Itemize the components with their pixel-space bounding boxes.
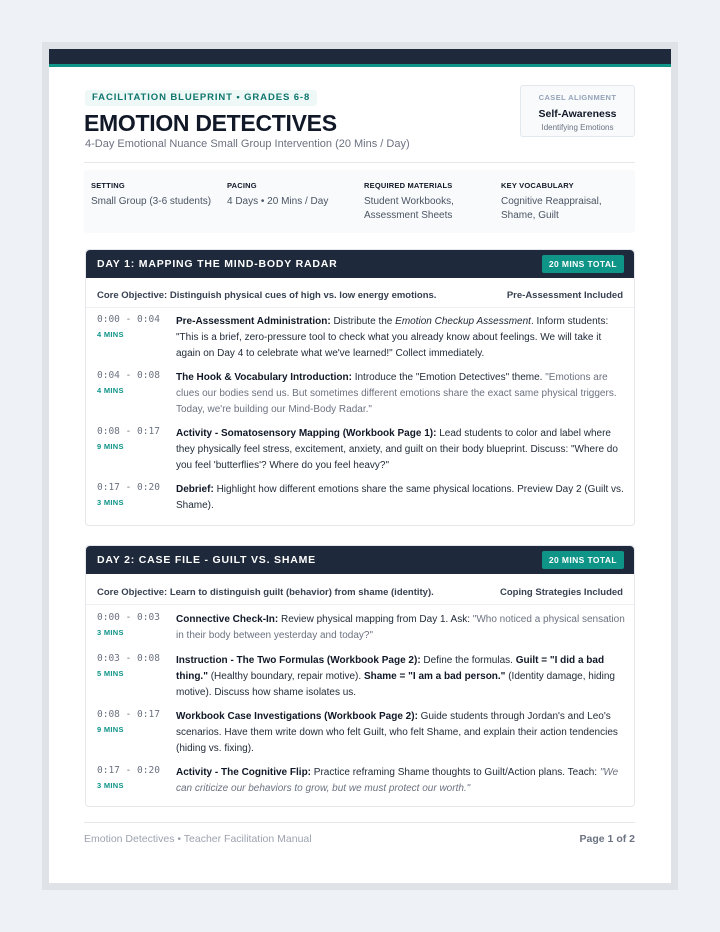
day1-objective-divider <box>86 307 634 308</box>
step-duration: 3 MINS <box>97 628 124 637</box>
page-subtitle: 4-Day Emotional Nuance Small Group Intervention (20 Mins / Day) <box>85 138 410 150</box>
step-time: 0:08 - 0:17 <box>97 709 160 720</box>
meta-label: KEY VOCABULARY <box>501 181 574 190</box>
top-banner-accent <box>49 64 671 67</box>
meta-materials <box>364 181 454 223</box>
day2-duration-badge: 20 MINS TOTAL <box>542 551 624 569</box>
step-description: Workbook Case Investigations (Workbook Page 2): Guide students through Jordan's and Leo's scenarios. Have them write down who felt Guilt, who felt Shame, and explain their action tendencies (hiding vs. fixing). <box>176 711 618 754</box>
footer-divider <box>84 822 635 823</box>
step-duration: 5 MINS <box>97 669 124 678</box>
step-duration: 3 MINS <box>97 498 124 507</box>
casel-label: CASEL ALIGNMENT <box>538 93 617 102</box>
step-description: Activity - Somatosensory Mapping (Workbook Page 1): Lead students to color and label where they physically feel stress, excitement, anxiety, and guilt on their body blueprint. Discuss: "Where do you feel 'butterflies'? Where do you feel heavy?" <box>176 428 618 471</box>
eyebrow-label: FACILITATION BLUEPRINT • GRADES 6-8 <box>85 90 317 106</box>
day2-objective-divider <box>86 604 634 605</box>
footer-title: Emotion Detectives • Teacher Facilitation Manual <box>84 833 312 845</box>
step-description: Instruction - The Two Formulas (Workbook Page 2): Define the formulas. Guilt = "I did a bad thing." (Healthy boundary, repair motive). Shame = "I am a bad person." (Identity damage, hiding motive). Discuss how shame isolates us. <box>176 655 615 698</box>
step-description: The Hook & Vocabulary Introduction: Introduce the "Emotion Detectives" theme. "Emotions are clues our bodies send us. But sometimes different emotions share the exact same physical triggers. Today, we're building our Mind-Body Radar." <box>176 372 617 415</box>
day2-objective-note: Coping Strategies Included <box>500 587 623 598</box>
step-description: Pre-Assessment Administration: Distribute the Emotion Checkup Assessment. Inform students: "This is a brief, zero-pressure tool to check what you already know about feelings. We will take it again on Day 4 to celebrate what we've learned!" Collect immediately. <box>176 316 609 359</box>
step-duration: 3 MINS <box>97 781 124 790</box>
casel-subtext: Identifying Emotions <box>541 123 614 132</box>
day2-title: DAY 2: CASE FILE - GUILT VS. SHAME <box>97 554 316 566</box>
meta-value: 4 Days • 20 Mins / Day <box>227 196 329 207</box>
day1-title: DAY 1: MAPPING THE MIND-BODY RADAR <box>97 258 338 270</box>
day1-card <box>85 249 635 526</box>
step-time: 0:00 - 0:04 <box>97 314 160 325</box>
day1-duration-badge: 20 MINS TOTAL <box>542 255 624 273</box>
header-divider <box>84 162 635 163</box>
meta-pacing <box>227 181 328 209</box>
step-time: 0:17 - 0:20 <box>97 765 160 776</box>
top-banner <box>49 49 671 64</box>
step-description: Connective Check-In: Review physical mapping from Day 1. Ask: "Who noticed a physical sensation in their body between yesterday and today?" <box>176 614 625 641</box>
meta-value: Student Workbooks, Assessment Sheets <box>364 196 454 221</box>
step-time: 0:03 - 0:08 <box>97 653 160 664</box>
day1-objective-note: Pre-Assessment Included <box>506 290 623 301</box>
meta-value: Small Group (3-6 students) <box>91 196 212 207</box>
step-time: 0:17 - 0:20 <box>97 482 160 493</box>
step-time: 0:00 - 0:03 <box>97 612 160 623</box>
meta-label: PACING <box>227 181 257 190</box>
overview-panel <box>84 170 635 233</box>
page-title: EMOTION DETECTIVES <box>84 110 337 136</box>
meta-label: REQUIRED MATERIALS <box>364 181 453 190</box>
step-description: Activity - The Cognitive Flip: Practice reframing Shame thoughts to Guilt/Action plans. Teach: "We can criticize our behaviors to grow, but we must protect our worth." <box>176 767 619 794</box>
step-time: 0:08 - 0:17 <box>97 426 160 437</box>
step-duration: 9 MINS <box>97 442 124 451</box>
page-number: Page 1 of 2 <box>579 833 635 845</box>
step-description: Debrief: Highlight how different emotions share the same physical locations. Preview Day 2 (Guilt vs. Shame). <box>176 484 624 511</box>
step-duration: 9 MINS <box>97 725 124 734</box>
meta-value: Cognitive Reappraisal, Shame, Guilt <box>501 196 602 221</box>
day1-card-header <box>86 250 634 278</box>
meta-label: SETTING <box>91 181 125 190</box>
step-time: 0:04 - 0:08 <box>97 370 160 381</box>
day2-card-header <box>86 546 634 574</box>
casel-value: Self-Awareness <box>538 108 617 120</box>
day1-objective: Core Objective: Distinguish physical cues of high vs. low energy emotions. <box>97 290 437 301</box>
meta-vocabulary <box>501 181 602 223</box>
document-page <box>49 49 671 883</box>
day2-card <box>85 545 635 807</box>
day2-objective: Core Objective: Learn to distinguish guilt (behavior) from shame (identity). <box>97 587 434 598</box>
step-duration: 4 MINS <box>97 330 124 339</box>
step-duration: 4 MINS <box>97 386 124 395</box>
meta-setting <box>91 181 211 209</box>
casel-alignment-box <box>520 85 635 137</box>
